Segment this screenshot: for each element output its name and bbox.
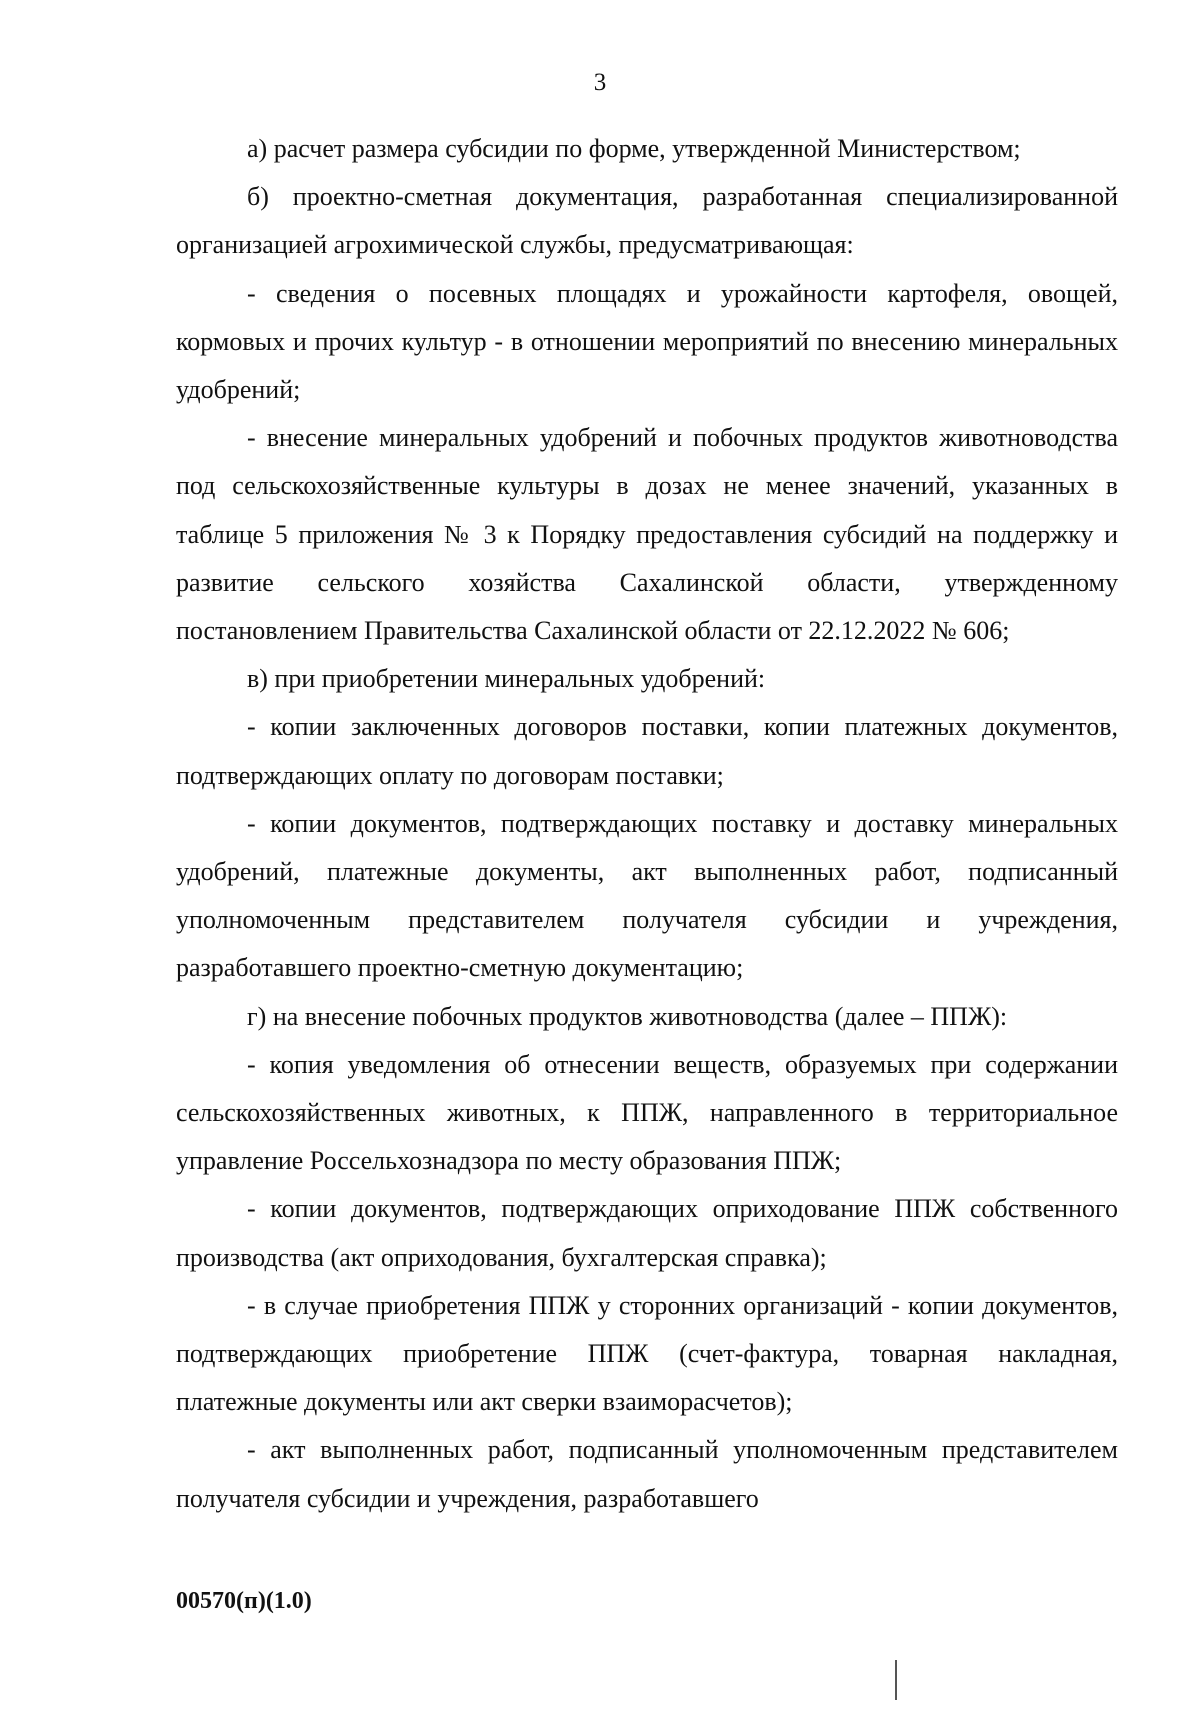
list-item-fertilizer-application: - внесение минеральных удобрений и побочных продуктов животноводства под сельскохозяйственные культуры в дозах не менее значений, указанных в таблице 5 приложения № 3 к Порядку предоставления субсидий на поддержку и развитие сельского хозяйства Сахалинской области, утвержденному постановлением Правительства Сахалинской области от 22.12.2022 № 606; — [176, 423, 1118, 646]
list-item-third-party-purchase: - в случае приобретения ППЖ у сторонних организаций - копии документов, подтверждающих приобретение ППЖ (счет-фактура, товарная накладная, платежные документы или акт сверки взаиморасчетов); — [176, 1290, 1118, 1417]
page-number: 3 — [593, 69, 607, 96]
paragraph-d-livestock-byproducts: г) на внесение побочных продуктов животноводства (далее – ППЖ): — [247, 1001, 1008, 1031]
paragraph-c-fertilizer-purchase: в) при приобретении минеральных удобрений: — [247, 664, 766, 694]
paragraph-a-calculation: а) расчет размера субсидии по форме, утвержденной Министерством; — [247, 134, 1021, 163]
paragraph-b-design-documentation: б) проектно-сметная документация, разработанная специализированной организацией агрохимической службы, предусматривающая: — [176, 182, 1118, 260]
list-item-notification-copy: - копия уведомления об отнесении веществ, образуемых при содержании сельскохозяйственных животных, к ППЖ, направленного в территориальное управление Россельхознадзора по месту образования ППЖ; — [176, 1049, 1118, 1176]
document-code: 00570(п)(1.0) — [176, 1588, 312, 1614]
scan-artifact-line — [895, 1660, 897, 1700]
document-body — [176, 125, 1118, 1523]
list-item-delivery-documents: - копии документов, подтверждающих поставку и доставку минеральных удобрений, платежные документы, акт выполненных работ, подписанный уполномоченным представителем получателя субсидии и учреждения, разработавшего проектно-сметную документацию; — [176, 808, 1118, 983]
list-item-supply-contracts: - копии заключенных договоров поставки, копии платежных документов, подтверждающих оплату по договорам поставки; — [176, 712, 1118, 790]
list-item-crop-information: - сведения о посевных площадях и урожайности картофеля, овощей, кормовых и прочих культур - в отношении мероприятий по внесению минеральных удобрений; — [176, 278, 1118, 405]
list-item-own-production-documents: - копии документов, подтверждающих оприходование ППЖ собственного производства (акт оприходования, бухгалтерская справка); — [176, 1194, 1118, 1272]
list-item-work-completion-act: - акт выполненных работ, подписанный уполномоченным представителем получателя субсидии и учреждения, разработавшего — [176, 1435, 1118, 1513]
